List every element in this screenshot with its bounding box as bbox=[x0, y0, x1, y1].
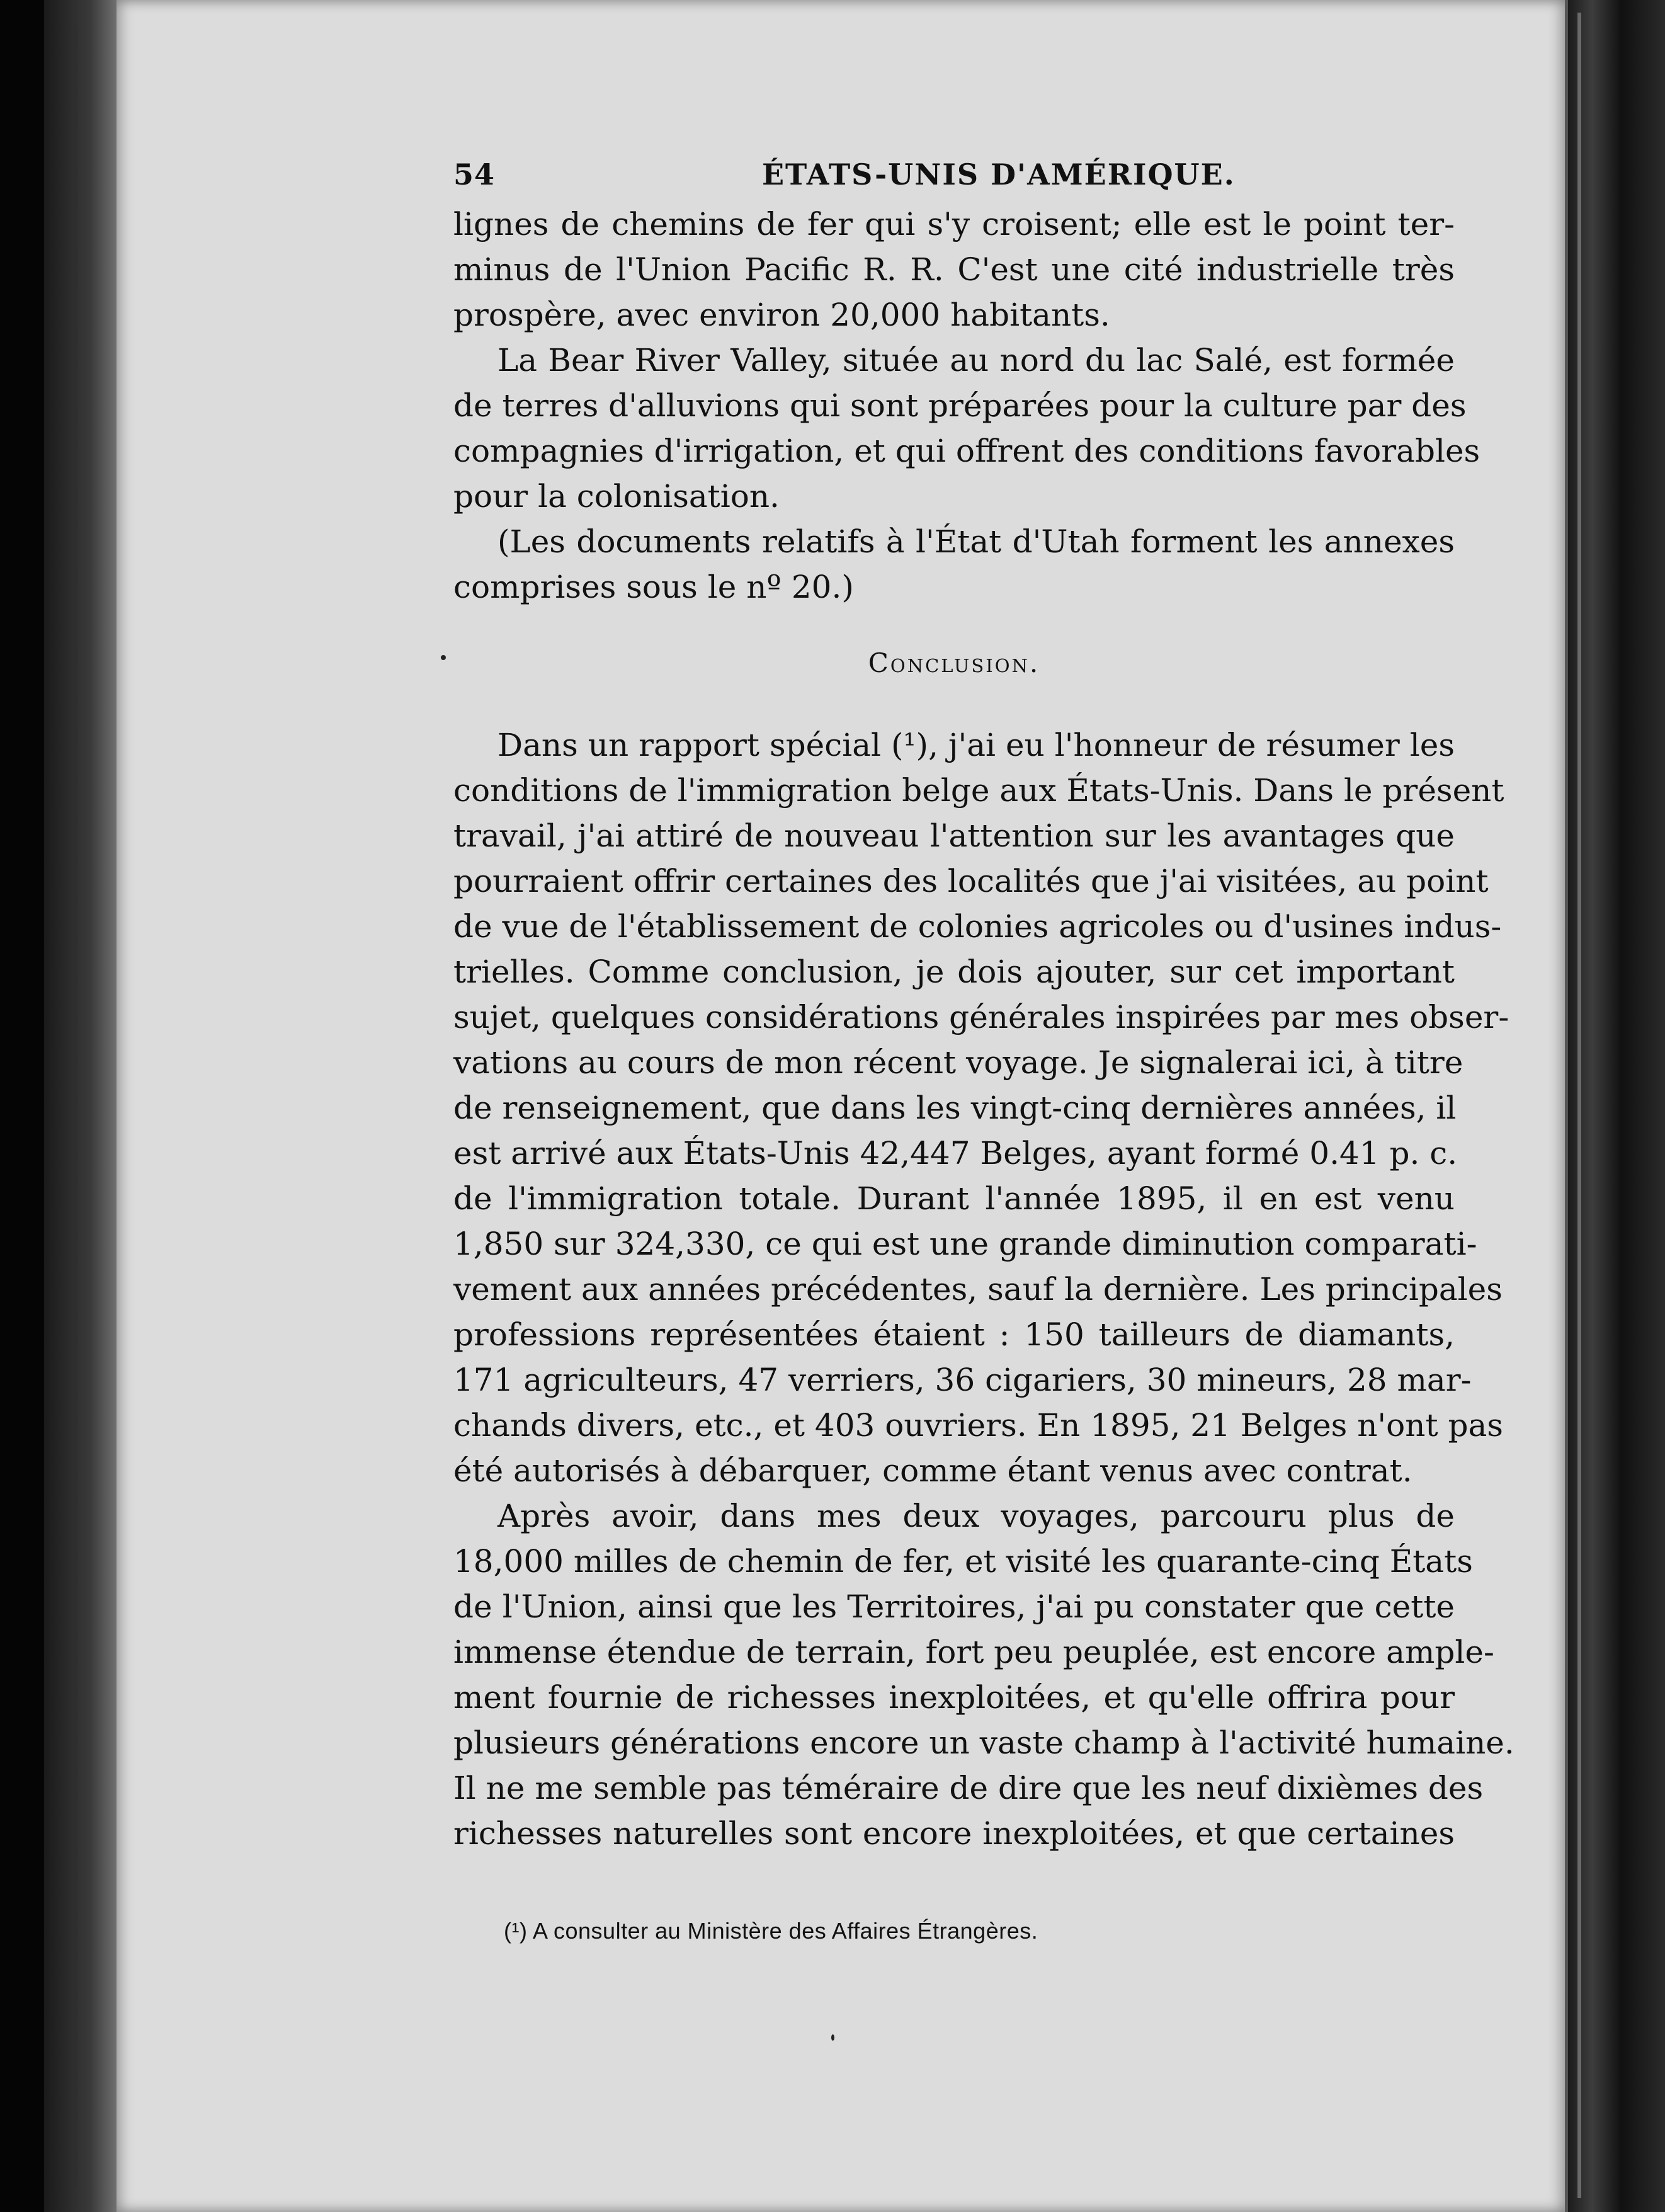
right-page-edge bbox=[1568, 0, 1665, 2212]
text-line: pourraient offrir certaines des localités que j'ai visitées, au point bbox=[453, 863, 1489, 899]
text-line: pour la colonisation. bbox=[453, 478, 780, 515]
text-line: comprises sous le nº 20.) bbox=[453, 569, 854, 605]
text-line: 18,000 milles de chemin de fer, et visité les quarante-cinq États bbox=[453, 1543, 1473, 1580]
text-line: richesses naturelles sont encore inexploitées, et que certaines bbox=[453, 1815, 1455, 1852]
binding-edge bbox=[74, 25, 77, 2186]
section-title: Conclusion. bbox=[868, 647, 1040, 678]
page-number: 54 bbox=[453, 157, 496, 191]
ink-speck bbox=[831, 2034, 834, 2041]
text-line: Après avoir, dans mes deux voyages, parcouru plus de bbox=[497, 1498, 1455, 1534]
page-text bbox=[453, 139, 1514, 1856]
text-line: plusieurs générations encore un vaste champ à l'activité humaine. bbox=[453, 1725, 1514, 1761]
text-line: été autorisés à débarquer, comme étant venus avec contrat. bbox=[453, 1452, 1412, 1489]
text-line: de vue de l'établissement de colonies agricoles ou d'usines indus- bbox=[453, 908, 1502, 945]
text-line: de renseignement, que dans les vingt-cinq dernières années, il bbox=[453, 1090, 1457, 1126]
paragraph bbox=[453, 722, 1509, 1493]
text-line: La Bear River Valley, située au nord du lac Salé, est formée bbox=[497, 342, 1455, 379]
text-line: immense étendue de terrain, fort peu peuplée, est encore ample- bbox=[453, 1634, 1494, 1670]
text-line: trielles. Comme conclusion, je dois ajouter, sur cet important bbox=[453, 954, 1455, 990]
right-border-line bbox=[1577, 13, 1581, 2198]
paragraph bbox=[453, 338, 1480, 519]
text-line: vations au cours de mon récent voyage. Je signalerai ici, à titre bbox=[453, 1044, 1463, 1081]
text-line: de terres d'alluvions qui sont préparées pour la culture par des bbox=[453, 387, 1467, 424]
text-line: professions représentées étaient : 150 tailleurs de diamants, bbox=[453, 1316, 1455, 1353]
text-line: Dans un rapport spécial (¹), j'ai eu l'honneur de résumer les bbox=[497, 727, 1455, 763]
paragraph bbox=[453, 202, 1455, 338]
text-line: travail, j'ai attiré de nouveau l'attention sur les avantages que bbox=[453, 818, 1455, 854]
text-line: 171 agriculteurs, 47 verriers, 36 cigariers, 30 mineurs, 28 mar- bbox=[453, 1362, 1472, 1398]
text-line: sujet, quelques considérations générales inspirées par mes obser- bbox=[453, 999, 1509, 1035]
page-header bbox=[453, 139, 1455, 202]
text-line: ment fournie de richesses inexploitées, et qu'elle offrira pour bbox=[453, 1679, 1455, 1716]
text-line: chands divers, etc., et 403 ouvriers. En 1895, 21 Belges n'ont pas bbox=[453, 1407, 1503, 1444]
text-line: conditions de l'immigration belge aux États-Unis. Dans le présent bbox=[453, 772, 1504, 809]
text-line: de l'Union, ainsi que les Territoires, j'ai pu constater que cette bbox=[453, 1588, 1455, 1625]
text-line: prospère, avec environ 20,000 habitants. bbox=[453, 297, 1110, 333]
paragraph bbox=[453, 519, 1455, 610]
text-line: de l'immigration totale. Durant l'année 1895, il en est venu bbox=[453, 1180, 1455, 1217]
text-line: compagnies d'irrigation, et qui offrent des conditions favorables bbox=[453, 433, 1480, 469]
text-line: minus de l'Union Pacific R. R. C'est une cité industrielle très bbox=[453, 251, 1455, 288]
text-line: 1,850 sur 324,330, ce qui est une grande diminution comparati- bbox=[453, 1226, 1477, 1262]
paragraph bbox=[453, 1493, 1514, 1856]
text-line: lignes de chemins de fer qui s'y croisent; elle est le point ter- bbox=[453, 206, 1455, 242]
text-line: vement aux années précédentes, sauf la dernière. Les principales bbox=[453, 1271, 1503, 1308]
footnote: (¹) A consulter au Ministère des Affaires Étrangères. bbox=[504, 1918, 1038, 1944]
text-line: Il ne me semble pas téméraire de dire que les neuf dixièmes des bbox=[453, 1770, 1484, 1806]
text-line: (Les documents relatifs à l'État d'Utah forment les annexes bbox=[497, 523, 1455, 560]
running-head: ÉTATS-UNIS D'AMÉRIQUE. bbox=[762, 157, 1236, 191]
ink-speck bbox=[441, 655, 446, 660]
text-line: est arrivé aux États-Unis 42,447 Belges, ayant formé 0.41 p. c. bbox=[453, 1135, 1458, 1172]
